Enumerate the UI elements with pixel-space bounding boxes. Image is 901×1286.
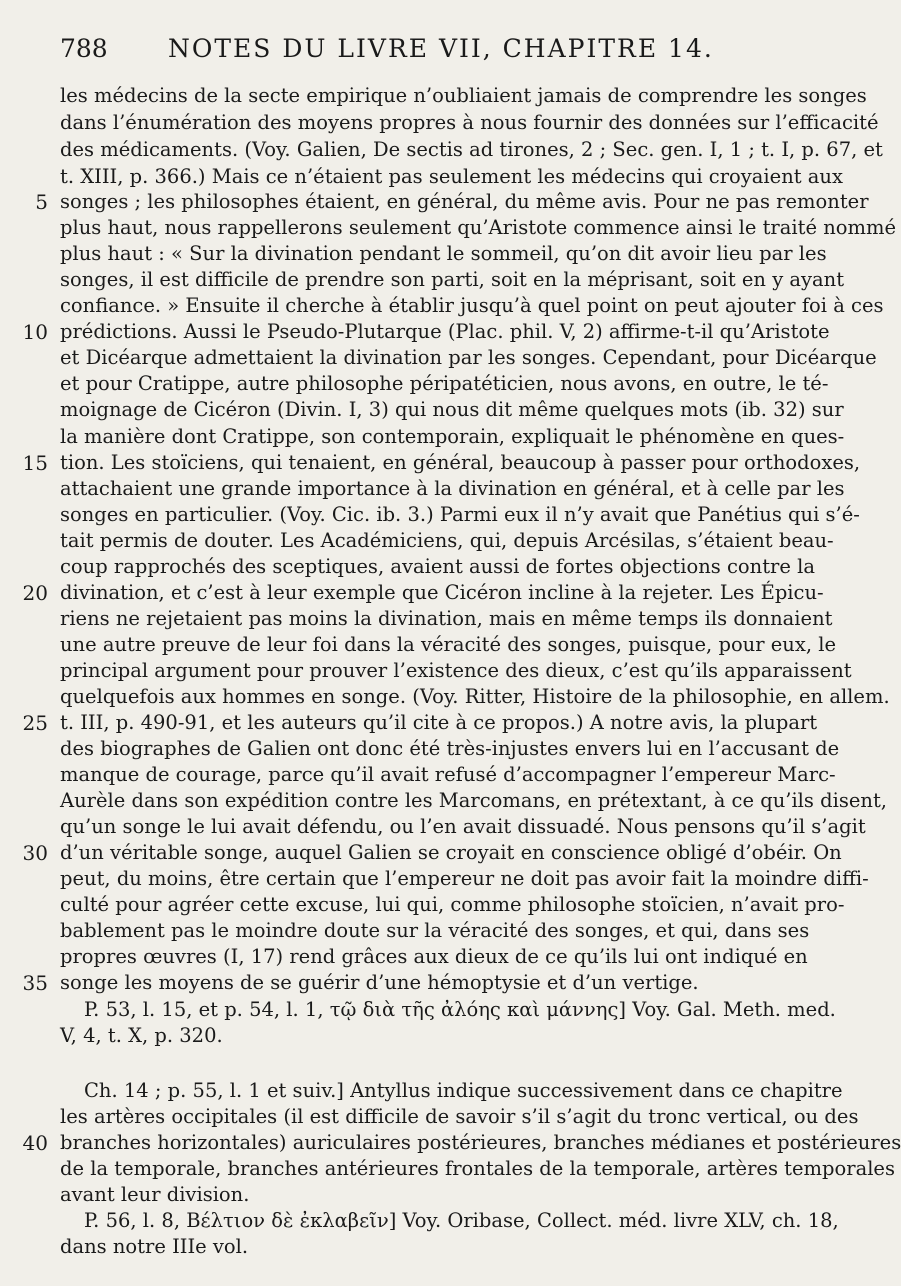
text-line: plus haut : « Sur la divination pendant le sommeil, qu’on dit avoir lieu par les — [60, 242, 827, 265]
text-line: songe les moyens de se guérir d’une hémoptysie et d’un vertige. — [60, 971, 699, 994]
text-line: manque de courage, parce qu’il avait refusé d’accompagner l’empereur Marc- — [60, 763, 836, 786]
text-line: principal argument pour prouver l’existence des dieux, c’est qu’ils apparaissent — [60, 659, 852, 682]
text-line: une autre preuve de leur foi dans la véracité des songes, puisque, pour eux, le — [60, 633, 837, 656]
line-number: 35 — [22, 971, 48, 995]
text-line: confiance. » Ensuite il cherche à établir jusqu’à quel point on peut ajouter foi à ces — [60, 294, 884, 317]
text-line: t. III, p. 490-91, et les auteurs qu’il cite à ce propos.) A notre avis, la plupart — [60, 711, 818, 734]
line-number: 15 — [22, 451, 48, 475]
text-line: dans notre IIIe vol. — [60, 1235, 249, 1258]
text-line: Ch. 14 ; p. 55, l. 1 et suiv.] Antyllus indique successivement dans ce chapitre — [84, 1079, 843, 1102]
text-line: dans l’énumération des moyens propres à nous fournir des données sur l’efficacité — [60, 111, 879, 134]
text-line: bablement pas le moindre doute sur la véracité des songes, et qui, dans ses — [60, 919, 810, 942]
text-line: tion. Les stoïciens, qui tenaient, en général, beaucoup à passer pour orthodoxes, — [60, 451, 861, 474]
text-line: peut, du moins, être certain que l’empereur ne doit pas avoir fait la moindre diffi- — [60, 867, 869, 890]
text-line: des médicaments. (Voy. Galien, De sectis ad tirones, 2 ; Sec. gen. I, 1 ; t. I, p. 67, et — [60, 138, 883, 161]
line-number: 10 — [22, 320, 48, 344]
text-line: les médecins de la secte empirique n’oubliaient jamais de comprendre les songes — [60, 84, 867, 107]
text-line: P. 56, l. 8, Βέλτιον δὲ ἐκλαβεῖν] Voy. Oribase, Collect. méd. livre XLV, ch. 18, — [84, 1209, 839, 1232]
text-line: avant leur division. — [60, 1183, 250, 1206]
text-line: songes, il est difficile de prendre son parti, soit en la méprisant, soit en y ayant — [60, 268, 845, 291]
text-line: de la temporale, branches antérieures frontales de la temporale, artères temporales — [60, 1157, 895, 1180]
text-line: songes ; les philosophes étaient, en général, du même avis. Pour ne pas remonter — [60, 190, 869, 213]
text-line: attachaient une grande importance à la divination en général, et à celle par les — [60, 477, 845, 500]
text-line: moignage de Cicéron (Divin. I, 3) qui nous dit même quelques mots (ib. 32) sur — [60, 398, 844, 421]
text-line: Aurèle dans son expédition contre les Marcomans, en prétextant, à ce qu’ils disent, — [60, 789, 887, 812]
page-header — [60, 34, 800, 74]
text-line: P. 53, l. 15, et p. 54, l. 1, τῷ διὰ τῆς ἀλόης καὶ μάννης] Voy. Gal. Meth. med. — [84, 998, 836, 1021]
text-line: la manière dont Cratippe, son contemporain, expliquait le phénomène en ques- — [60, 425, 845, 448]
line-number: 5 — [35, 190, 48, 214]
text-line: et Dicéarque admettaient la divination par les songes. Cependant, pour Dicéarque — [60, 346, 877, 369]
text-line: songes en particulier. (Voy. Cic. ib. 3.) Parmi eux il n’y avait que Panétius qui s’é- — [60, 503, 860, 526]
text-line: plus haut, nous rappellerons seulement qu’Aristote commence ainsi le traité nommé — [60, 216, 897, 239]
page-number: 788 — [60, 34, 108, 63]
text-line: V, 4, t. X, p. 320. — [60, 1024, 223, 1047]
text-line: prédictions. Aussi le Pseudo-Plutarque (Plac. phil. V, 2) affirme-t-il qu’Aristote — [60, 320, 830, 343]
text-line: tait permis de douter. Les Académiciens, qui, depuis Arcésilas, s’étaient beau- — [60, 529, 834, 552]
text-line: et pour Cratippe, autre philosophe péripatéticien, nous avons, en outre, le té- — [60, 372, 829, 395]
text-line: qu’un songe le lui avait défendu, ou l’en avait dissuadé. Nous pensons qu’il s’agit — [60, 815, 866, 838]
text-line: d’un véritable songe, auquel Galien se croyait en conscience obligé d’obéir. On — [60, 841, 842, 864]
text-line: divination, et c’est à leur exemple que Cicéron incline à la rejeter. Les Épicu- — [60, 581, 824, 604]
line-number: 20 — [22, 581, 48, 605]
running-title: NOTES DU LIVRE VII, CHAPITRE 14. — [168, 34, 714, 63]
text-line: les artères occipitales (il est difficile de savoir s’il s’agit du tronc vertical, ou des — [60, 1105, 859, 1128]
line-number: 25 — [22, 711, 48, 735]
text-line: quelquefois aux hommes en songe. (Voy. Ritter, Histoire de la philosophie, en allem. — [60, 685, 890, 708]
line-number: 40 — [22, 1131, 48, 1155]
text-line: riens ne rejetaient pas moins la divination, mais en même temps ils donnaient — [60, 607, 833, 630]
text-line: culté pour agréer cette excuse, lui qui, comme philosophe stoïcien, n’avait pro- — [60, 893, 845, 916]
text-line: t. XIII, p. 366.) Mais ce n’étaient pas seulement les médecins qui croyaient aux — [60, 165, 843, 188]
text-line: branches horizontales) auriculaires postérieures, branches médianes et postérieures — [60, 1131, 901, 1154]
text-line: coup rapprochés des sceptiques, avaient aussi de fortes objections contre la — [60, 555, 815, 578]
text-line: des biographes de Galien ont donc été très-injustes envers lui en l’accusant de — [60, 737, 840, 760]
line-number: 30 — [22, 841, 48, 865]
text-line: propres œuvres (I, 17) rend grâces aux dieux de ce qu’ils lui ont indiqué en — [60, 945, 808, 968]
